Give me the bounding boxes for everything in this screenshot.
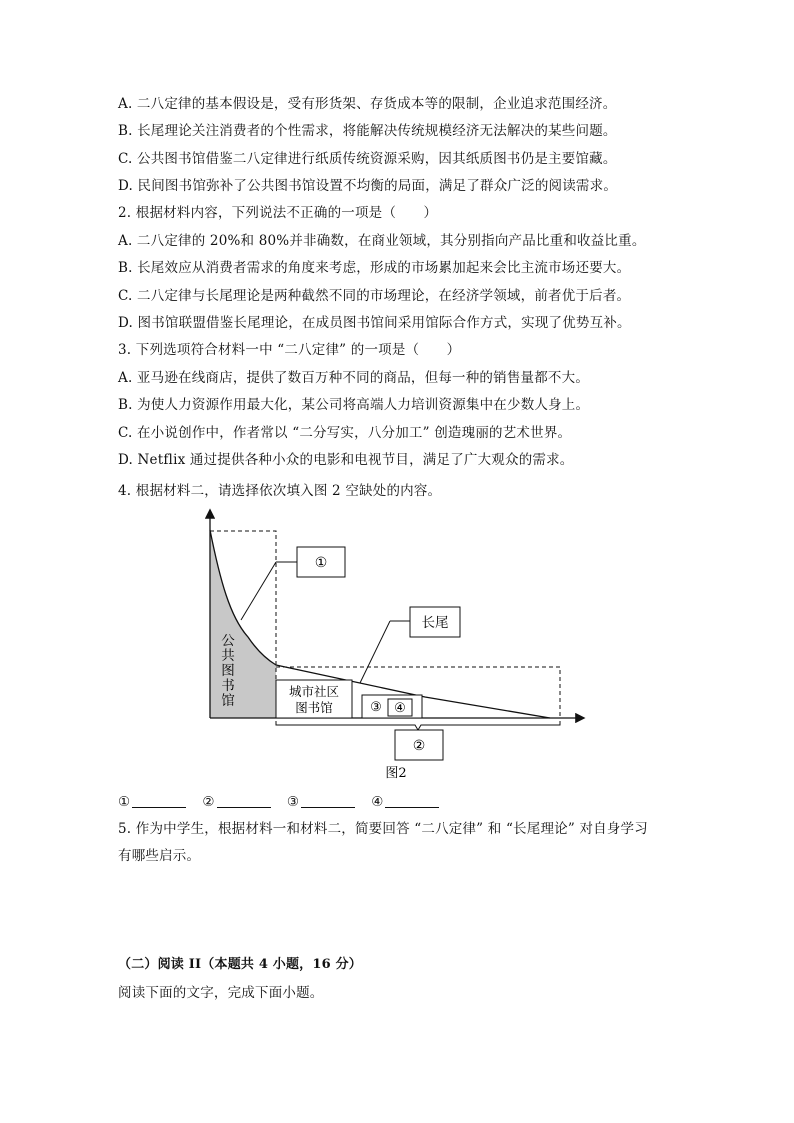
public-library-char-2: 共 — [221, 648, 235, 664]
figure-caption: 图2 — [385, 766, 407, 781]
answer-blank-3-line[interactable] — [301, 793, 355, 808]
q3-option-c: C. 在小说创作中，作者常以 “二分写实，八分加工” 创造瑰丽的艺术世界。 — [118, 425, 572, 441]
long-tail-label: 长尾 — [421, 615, 449, 631]
public-library-char-1: 公 — [221, 633, 235, 649]
q1-option-c: C. 公共图书馆借鉴二八定律进行纸质传统资源采购，因其纸质图书仍是主要馆藏。 — [118, 151, 617, 167]
q2-option-b: B. 长尾效应从消费者需求的角度来考虑，形成的市场累加起来会比主流市场还要大。 — [118, 260, 631, 276]
head-area — [210, 530, 276, 718]
q5-stem-line-2: 有哪些启示。 — [118, 848, 201, 864]
public-library-char-3: 图 — [221, 663, 235, 679]
city-library-line-2: 图书馆 — [295, 700, 333, 715]
city-library-line-1: 城市社区 — [288, 684, 340, 699]
answer-blank-2-line[interactable] — [217, 793, 271, 808]
answer-blank-2-label: ② — [202, 794, 215, 810]
answer-blank-1 — [118, 792, 186, 812]
q1-option-b: B. 长尾理论关注消费者的个性需求，将能解决传统规模经济无法解决的某些问题。 — [118, 123, 617, 139]
answer-blanks — [118, 792, 451, 812]
answer-blank-4-line[interactable] — [385, 793, 439, 808]
q3-option-d: D. Netflix 通过提供各种小众的电影和电视节目，满足了广大观众的需求。 — [118, 452, 574, 468]
q2-option-a: A. 二八定律的 20%和 80%并非确数，在商业领域，其分别指向产品比重和收益比重。 — [118, 233, 646, 249]
q3-stem: 3. 下列选项符合材料一中 “二八定律” 的一项是（ ） — [118, 342, 461, 358]
q1-option-a: A. 二八定律的基本假设是，受有形货架、存货成本等的限制，企业追求范围经济。 — [118, 96, 617, 112]
answer-blank-4-label: ④ — [371, 794, 384, 810]
section-2-heading: （二）阅读 II（本题共 4 小题，16 分） — [118, 957, 363, 972]
pointer-long-tail — [360, 621, 390, 683]
q2-stem: 2. 根据材料内容，下列说法不正确的一项是（ ） — [118, 205, 438, 221]
public-library-char-5: 馆 — [221, 693, 235, 709]
answer-blank-2 — [202, 792, 270, 812]
q2-option-d: D. 图书馆联盟借鉴长尾理论，在成员图书馆间采用馆际合作方式，实现了优势互补。 — [118, 315, 631, 331]
q5-stem-line-1: 5. 作为中学生，根据材料一和材料二，简要回答 “二八定律” 和 “长尾理论” 对自身学习 — [118, 821, 648, 837]
q4-stem: 4. 根据材料二，请选择依次填入图 2 空缺处的内容。 — [118, 483, 442, 499]
answer-blank-4 — [371, 792, 439, 812]
pointer-1 — [241, 562, 276, 620]
answer-blank-1-line[interactable] — [132, 793, 186, 808]
q1-option-d: D. 民间图书馆弥补了公共图书馆设置不均衡的局面，满足了群众广泛的阅读需求。 — [118, 178, 618, 194]
figure-2 — [190, 505, 600, 790]
answer-blank-3-label: ③ — [286, 794, 299, 810]
q3-option-b: B. 为使人力资源作用最大化，某公司将高端人力培训资源集中在少数人身上。 — [118, 397, 590, 413]
blank-box-4-label: ④ — [394, 701, 406, 716]
answer-blank-3 — [287, 792, 355, 812]
answer-blank-1-label: ① — [118, 794, 131, 810]
section-2-instruction: 阅读下面的文字，完成下面小题。 — [118, 985, 324, 1001]
q3-option-a: A. 亚马逊在线商店，提供了数百万种不同的商品，但每一种的销售量都不大。 — [118, 370, 590, 386]
long-tail-diagram — [190, 505, 600, 790]
blank-box-3-label: ③ — [370, 700, 382, 715]
blank-box-1-label: ① — [314, 555, 328, 571]
q2-option-c: C. 二八定律与长尾理论是两种截然不同的市场理论，在经济学领域，前者优于后者。 — [118, 288, 631, 304]
tail-brace — [276, 721, 560, 730]
blank-box-2-label: ② — [412, 738, 426, 754]
public-library-char-4: 书 — [221, 678, 235, 694]
